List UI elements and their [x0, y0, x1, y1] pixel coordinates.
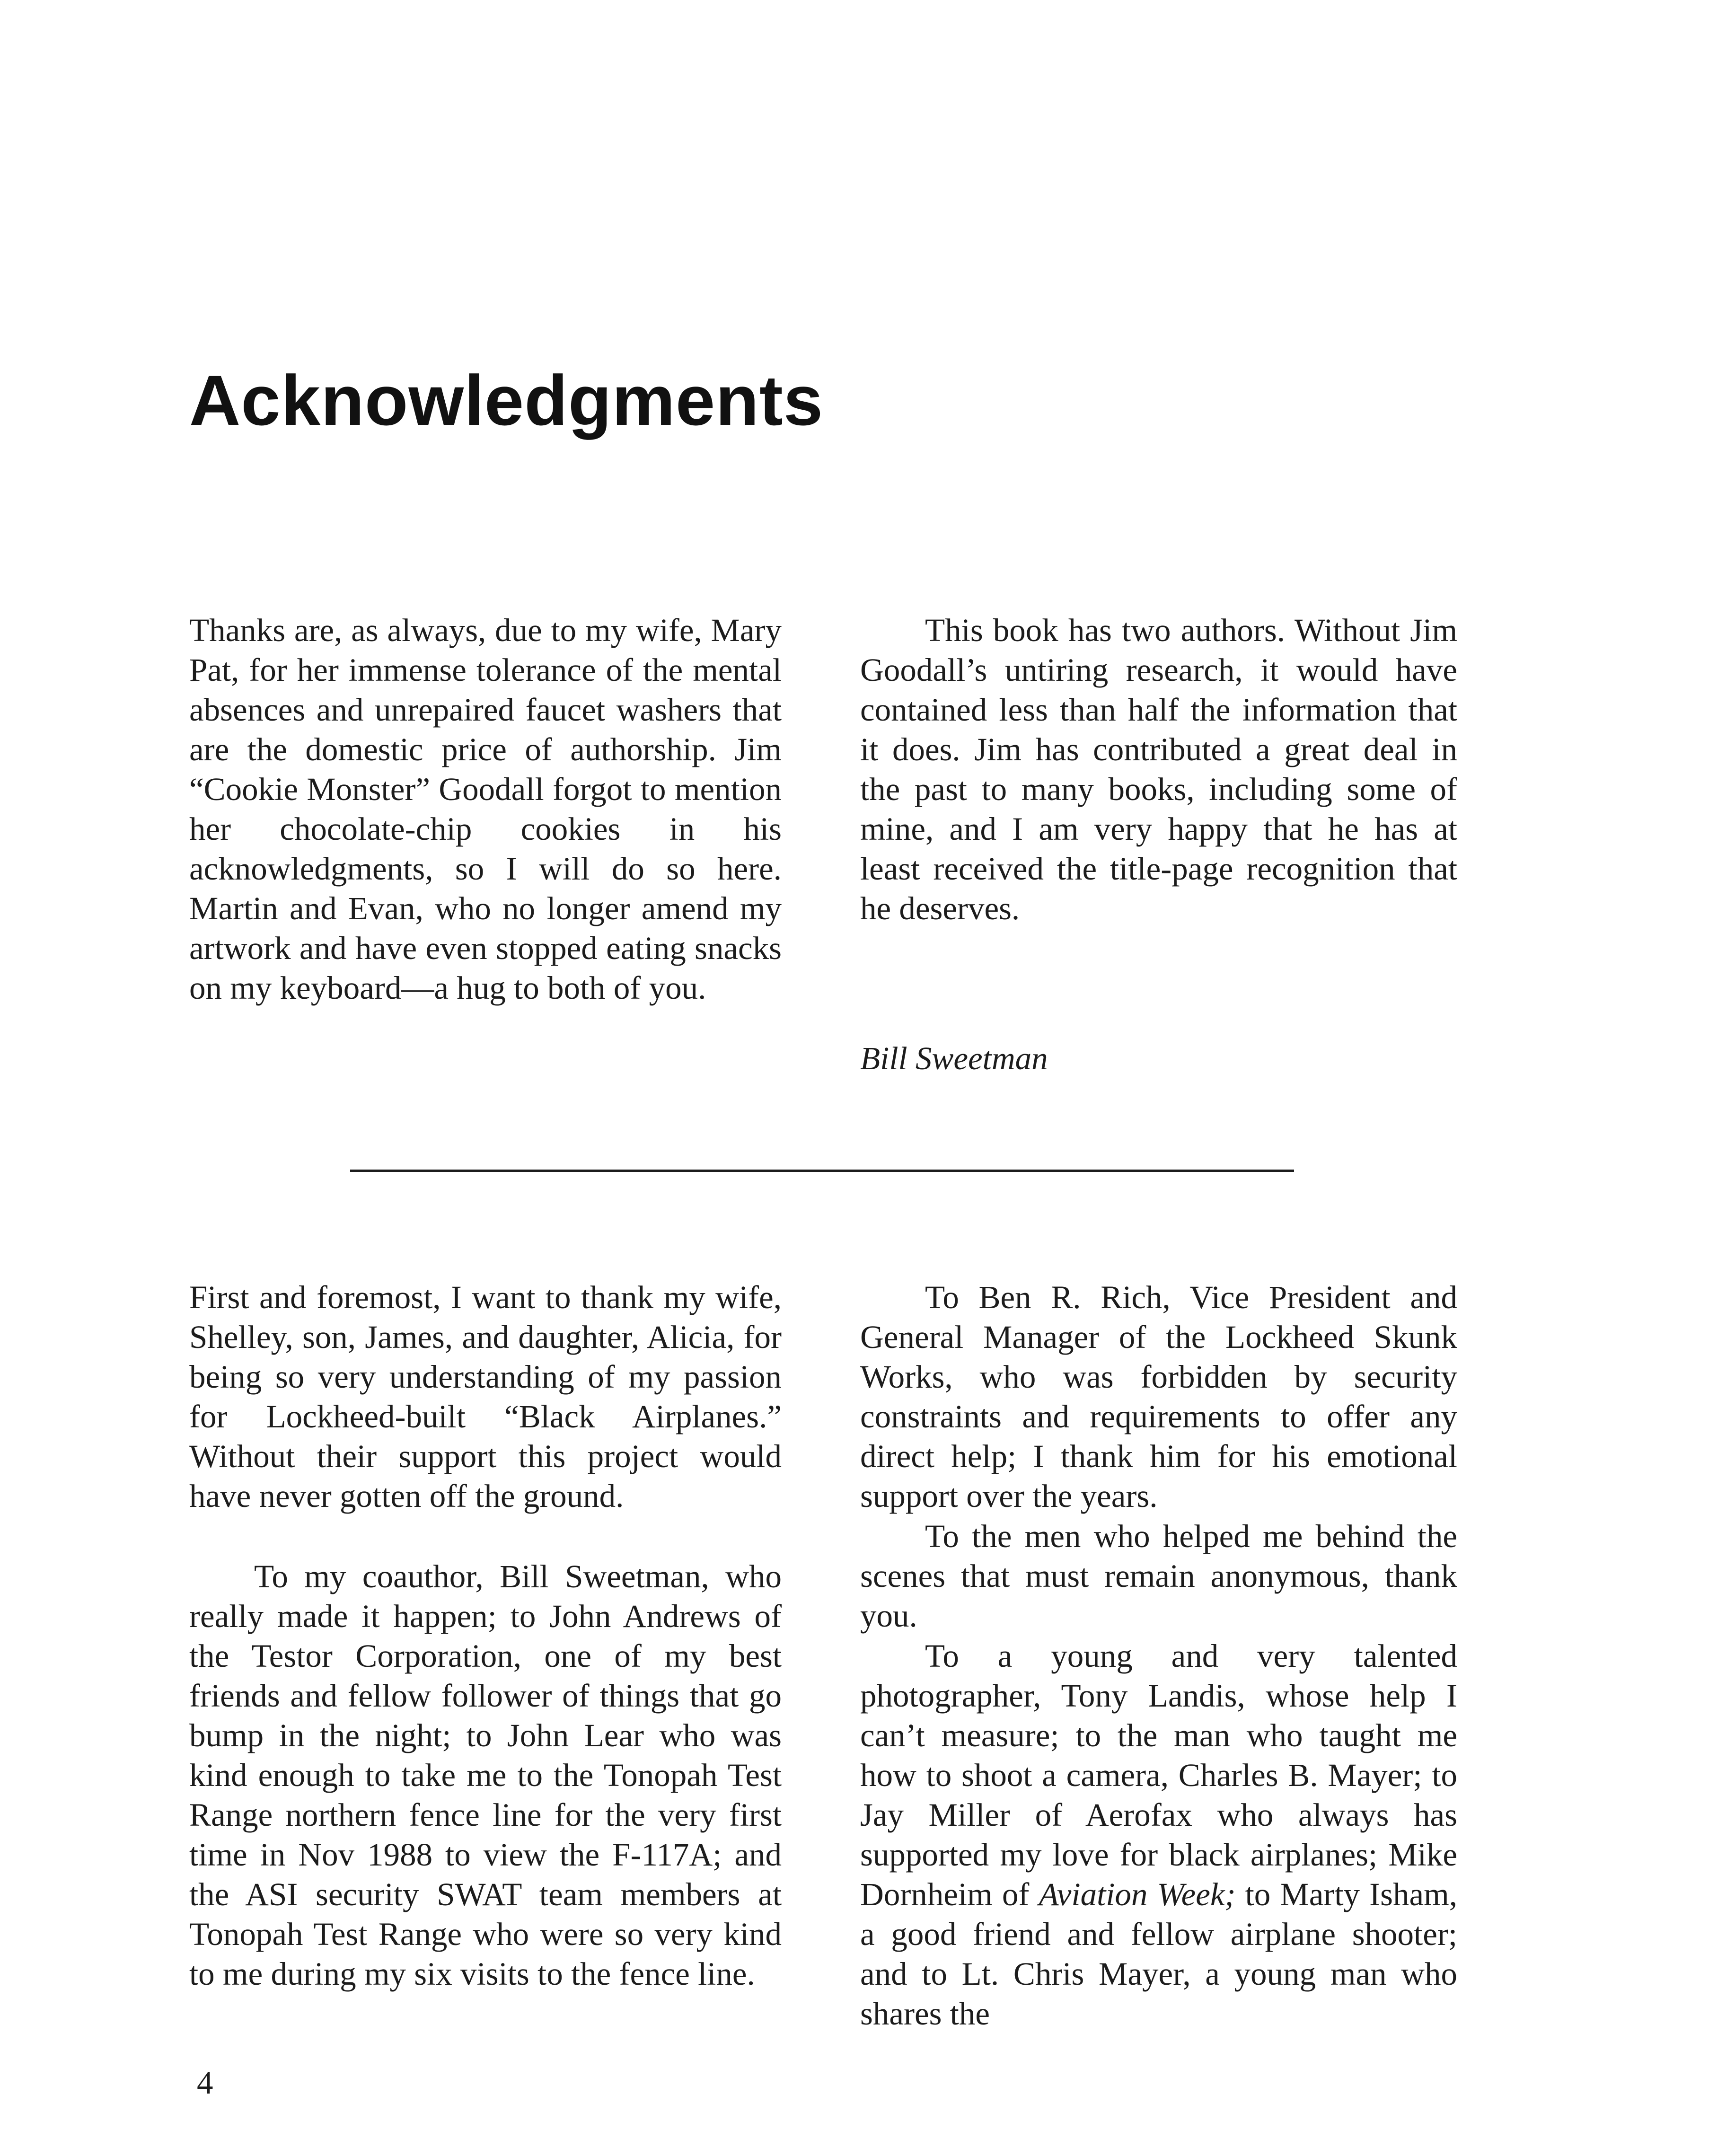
acknowledgment-paragraph-coauthor: This book has two authors. Without Jim Goodall’s untiring research, it would have contained less than half the information that it does. Jim has contributed a great deal in the past to many books, including some of mine, and I am very happy that he has at least received the title-page recognition that he deserves. [860, 612, 1457, 926]
acknowledgment-paragraph-coauthor-friends: To my coauthor, Bill Sweetman, who really made it happen; to John Andrews of the Testor Corporation, one of my best friends and fellow follower of things that go bump in the night; to John Lear who was kind enough to take me to the Tonopah Test Range northern fence line for the very first time in Nov 1988 to view the F-117A; and the ASI security SWAT team members at Tonopah Test Range who were so very kind to me during my six visits to the fence line. [189, 1558, 782, 1992]
paragraph-text-part: To a young and very talented photographer, Tony Landis, whose help I can’t measure; to the man who taught me how to shoot a camera, Charles B. Mayer; to Jay Miller of Aerofax who always has supported my love for black airplanes; Mike Dornheim of [860, 1638, 1457, 1912]
paragraph-text-part: to Marty Isham, a good friend and fellow airplane shooter; and to Lt. Chris Mayer, a young man who shares the [860, 1876, 1457, 2032]
acknowledgment-paragraph-family: First and foremost, I want to thank my wife, Shelley, son, James, and daughter, Alicia, for being so very understanding of my passion for Lockheed-built “Black Airplanes.” Without their support this project would have never gotten off the ground. [189, 1279, 782, 1514]
author-signature: Bill Sweetman [860, 1040, 1048, 1076]
page-number: 4 [197, 2065, 213, 2101]
acknowledgment-paragraph-sweetman: Thanks are, as always, due to my wife, Mary Pat, for her immense tolerance of the mental absences and unrepaired faucet washers that are the domestic price of authorship. Jim “Cookie Monster” Goodall forgot to mention her chocolate-chip cookies in his acknowledgments, so I will do so here. Martin and Evan, who no longer amend my artwork and have even stopped eating snacks on my keyboard—a hug to both of you. [189, 612, 782, 1006]
acknowledgment-paragraph-photographers [860, 1636, 1457, 2033]
section-divider [350, 1170, 1294, 1172]
acknowledgment-paragraph-anonymous: To the men who helped me behind the scenes that must remain anonymous, thank you. [860, 1518, 1457, 1634]
page-title: Acknowledgments [189, 361, 824, 440]
publication-title: Aviation Week; [1039, 1876, 1236, 1912]
acknowledgment-paragraph-ben-rich: To Ben R. Rich, Vice President and General Manager of the Lockheed Skunk Works, who was forbidden by security constraints and requirements to offer any direct help; I thank him for his emotional support over the years. [860, 1279, 1457, 1514]
